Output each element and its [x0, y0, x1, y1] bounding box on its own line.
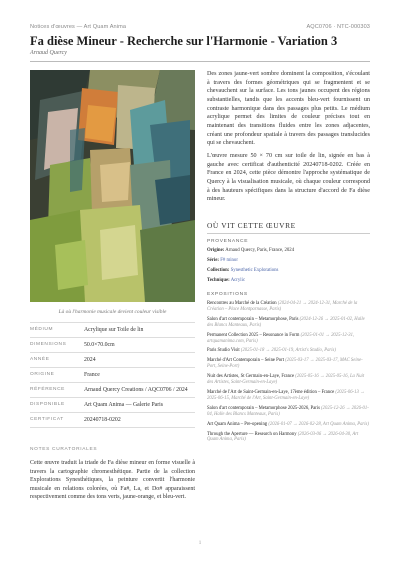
series-link[interactable]: F# minor: [220, 258, 238, 263]
exposition-name[interactable]: Permanent Collection 2025 – Resonance in Form: [207, 332, 300, 338]
origin-label: Origine:: [207, 248, 225, 253]
exposition-name[interactable]: Art Quam Anima – Pre-opening: [207, 421, 268, 427]
provenance-heading: PROVENANCE: [207, 239, 249, 244]
metadata-label: ANNÉE: [30, 357, 50, 362]
metadata-value: 2024: [84, 357, 96, 363]
reference-code: AQC0706 · NTC-000303: [306, 24, 370, 30]
artwork-image[interactable]: [30, 70, 195, 302]
metadata-label: MÉDIUM: [30, 327, 54, 332]
metadata-row-year: [30, 352, 195, 367]
page-number: 1: [198, 541, 202, 546]
breadcrumb[interactable]: Notices d'œuvres — Art Quam Anima: [30, 24, 127, 30]
origin-value: Arnaud Quercy, Paris, France, 2024: [225, 248, 295, 253]
provenance-collection: [207, 268, 370, 274]
metadata-row-reference: [30, 382, 195, 397]
exposition-name[interactable]: Marché d'Art Contemporain – Seine Port: [207, 358, 285, 364]
exposition-dates: (2025-01-18 → 2025-01-19, Artist's Studio, Paris): [240, 348, 336, 354]
technique-link[interactable]: Acrylic: [230, 278, 246, 283]
page-title: Fa dièse Mineur - Recherche sur l'Harmonie - Variation 3: [30, 34, 338, 48]
expositions-block: [207, 292, 370, 447]
exposition-dates: (2025-03-17 → 2025-03-17, MAC Seine-Port, Seine-Port): [207, 358, 363, 370]
curatorial-notes-text: Cette œuvre traduit la triade de Fa dièse mineur en forme visuelle à travers la cartographie chromesthétique. Partie de la collection Explorations Synesthétiques, la peinture convertit l'harmonie musicale en relations colorées, où Fa#, La, et Do# apparaissent respectivement comme des tons verts, jaune-orange, et bleu-vert.: [30, 460, 195, 501]
exposition-dates: (2025-06-13 → 2025-06-15, Marché de l'Art, Saint-Germain-en-Laye): [207, 389, 365, 401]
metadata-table: [30, 322, 195, 428]
provenance-series: [207, 258, 370, 264]
metadata-value: Arnaud Quercy Creations / AQC0706 / 2024: [84, 387, 188, 393]
provenance-origin: [207, 248, 370, 254]
exposition-item[interactable]: [207, 348, 370, 354]
description-paragraph: L'œuvre mesure 50 × 70 cm sur toile de lin, signée en bas à gauche avec certificat d'authenticité 20240718-0202. Créée en France en 2024, cette pièce démontre l'approche systématique de Quercy à la visualisation musicale, où chaque couleur correspond à des hauteurs spécifiques dans la structure d'accord de Fa dièse mineur.: [207, 152, 370, 203]
exposition-name[interactable]: Rencontres au Marché de la Création: [207, 301, 277, 306]
metadata-row-dimensions: [30, 337, 195, 352]
metadata-row-available: [30, 397, 195, 412]
metadata-row-origin: [30, 367, 195, 382]
exposition-dates: (2025-12-26 → 2026-01-04, Halle des Blancs Manteaux, Paris): [207, 405, 369, 417]
metadata-label: CERTIFICAT: [30, 417, 64, 422]
exposition-item[interactable]: [207, 317, 370, 329]
exposition-item[interactable]: [207, 390, 370, 402]
metadata-value: Acrylique sur Toile de lin: [84, 327, 144, 333]
exposition-name[interactable]: Salon d'art contemporain – Metamorphose, Paris: [207, 316, 299, 322]
exposition-item[interactable]: [207, 432, 370, 444]
exposition-name[interactable]: Salon d'art contemporain – Metamorphose 2025-2026, Paris: [207, 405, 320, 411]
artwork-caption: Là où l'harmonie musicale devient couleur visible: [58, 309, 167, 315]
description-paragraph: Des zones jaune-vert sombre dominent la composition, s'écoulant à travers des formes géométriques qui se fragmentent et se chevauchent sur la surface. Les tons jaunes occupent des régions substantielles, tandis que les accents bleu-vert fournissent un contraste harmonique dans des passages plus petits. Le médium acrylique permet des limites de couleur précises tout en maintenant des transitions fluides entre les zones adjacentes, créant une profondeur spatiale à travers des passages translucides qui se chevauchent.: [207, 71, 370, 147]
artist-name: Arnaud Quercy: [30, 50, 67, 56]
exposition-item[interactable]: [207, 301, 370, 313]
provenance-block: [207, 239, 370, 288]
provenance-technique: [207, 278, 370, 284]
technique-label: Technique:: [207, 278, 230, 283]
exposition-dates: (2026-03-06 → 2026-04-30, Art Quam Anima, Paris): [207, 431, 359, 443]
exposition-name[interactable]: Through the Aperture — Research on Harmony: [207, 431, 297, 437]
exposition-dates: (2026-01-07 → 2026-02-28, Art Quam Anima, Paris): [268, 421, 369, 427]
metadata-row-certificate: [30, 412, 195, 428]
metadata-label: ORIGINE: [30, 372, 55, 377]
exposition-item[interactable]: [207, 374, 370, 386]
exposition-dates: (2024-04-21 → 2024-12-31, Marché de la Création – Place Montparnasse, Paris): [207, 301, 358, 312]
metadata-label: RÉFÉRENCE: [30, 387, 65, 392]
exposition-item[interactable]: [207, 333, 370, 345]
metadata-label: DIMENSIONS: [30, 342, 67, 347]
exposition-dates: (2025-01-01 → 2025-12-31, artquamanima.com, Paris): [207, 332, 355, 344]
metadata-value: 20240718-0202: [84, 417, 121, 423]
exposition-item[interactable]: [207, 358, 370, 370]
artwork-description: [207, 70, 370, 204]
exposition-item[interactable]: [207, 422, 370, 428]
metadata-value: France: [84, 372, 100, 378]
collection-link[interactable]: Synesthetic Explorations: [230, 268, 279, 273]
curatorial-notes-heading: NOTES CURATORIALES: [30, 447, 98, 452]
exposition-name[interactable]: Paris Studio Visit: [207, 348, 240, 354]
expositions-heading: EXPOSITIONS: [207, 292, 248, 297]
metadata-value: 50.0×70.0cm: [84, 342, 115, 348]
exposition-name[interactable]: Marché de l'Art de Saint-Germain-en-Laye, 17ème édition – France: [207, 389, 335, 395]
exposition-item[interactable]: [207, 406, 370, 418]
exposition-name[interactable]: Nuit des Artistes, St Germain-en-Laye, France: [207, 374, 295, 380]
exposition-dates: (2024-12-26 → 2025-01-02, Halle des Blancs Manteaux, Paris): [207, 316, 365, 328]
section-divider: [207, 233, 370, 234]
where-heading: OÙ VIT CETTE ŒUVRE: [207, 221, 296, 230]
metadata-value: Art Quam Anima — Galerie Paris: [84, 402, 164, 408]
top-bar: [30, 24, 370, 32]
exposition-dates: (2025-05-16 → 2025-05-16, La Nuit des Artistes, Saint-Germain-en-Laye): [207, 374, 365, 386]
title-divider: [30, 61, 370, 62]
collection-label: Collection:: [207, 268, 230, 273]
series-label: Série:: [207, 258, 219, 263]
metadata-row-medium: [30, 322, 195, 337]
metadata-label: DISPONIBLE: [30, 402, 65, 407]
